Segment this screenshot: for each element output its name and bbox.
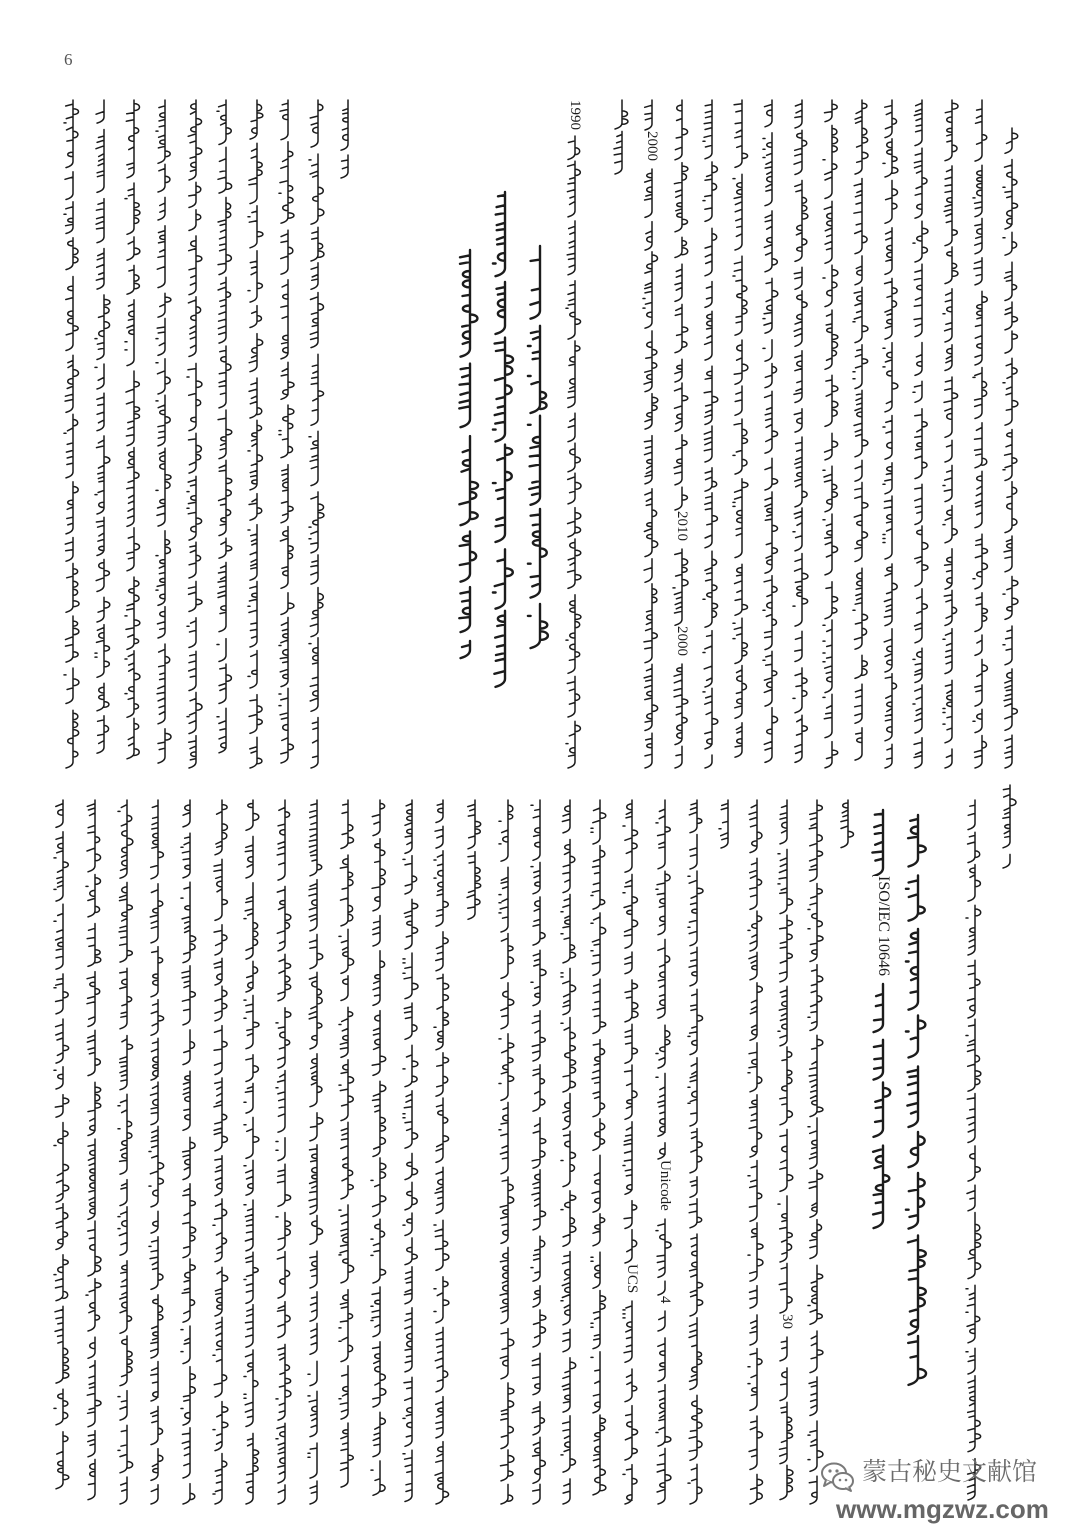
mongolian-text-column	[703, 100, 718, 768]
wechat-icon	[820, 1461, 856, 1493]
mongolian-text-column	[591, 800, 606, 1495]
year-2010: 2010	[674, 511, 690, 541]
term-unicode: Unicode	[657, 1160, 673, 1211]
year-1990: 1990	[567, 100, 583, 130]
mongolian-text-column	[531, 800, 546, 1504]
mongolian-text-column	[156, 100, 171, 763]
mongolian-text-column	[217, 100, 232, 753]
mongolian-text-column	[95, 100, 110, 753]
mongolian-text-column	[778, 800, 793, 1500]
mongolian-text-column	[248, 100, 263, 768]
mongolian-text-column	[149, 800, 164, 1504]
mongolian-text-column	[244, 800, 259, 1504]
mongolian-text-column	[309, 100, 324, 768]
mongolian-text-column	[403, 800, 418, 1502]
mongolian-text-column	[973, 100, 987, 768]
mongolian-text-column	[279, 100, 294, 763]
mongolian-text-column	[719, 800, 728, 848]
mongolian-text-column	[883, 100, 898, 768]
mongolian-text-column	[808, 800, 823, 1504]
mongolian-text-column	[339, 800, 354, 1487]
mongolian-heading-column	[528, 246, 548, 648]
mongolian-heading-column	[493, 192, 513, 687]
mongolian-text-column	[656, 800, 671, 1504]
mongolian-text-column	[943, 100, 958, 768]
mongolian-text-column	[1003, 128, 1018, 768]
mongolian-text-column	[841, 800, 854, 848]
mongolian-heading-column	[906, 815, 926, 1385]
mongolian-text-column	[54, 800, 69, 1489]
mongolian-text-column	[276, 800, 291, 1504]
mongolian-text-column	[187, 100, 202, 768]
mongolian-text-column	[566, 136, 581, 768]
mongolian-text-column	[748, 800, 763, 1504]
mongolian-text-column	[64, 100, 79, 768]
mongolian-text-column	[118, 800, 133, 1504]
number-30: 30	[779, 1314, 795, 1329]
mongolian-text-column	[673, 100, 688, 768]
mongolian-text-column	[467, 800, 481, 919]
mongolian-text-column	[434, 800, 449, 1504]
mongolian-text-column	[86, 800, 101, 1500]
watermark-name: 蒙古秘史文献馆	[862, 1457, 1038, 1486]
number-4: 4	[657, 1296, 673, 1304]
mongolian-text-column	[823, 100, 838, 768]
mongolian-text-column	[308, 800, 323, 1504]
mongolian-heading-column	[872, 810, 890, 1228]
mongolian-text-column	[181, 800, 196, 1504]
mongolian-text-column	[1003, 785, 1016, 868]
mongolian-text-column	[913, 100, 928, 768]
watermark-url: www.mgzwz.com	[836, 1494, 1049, 1524]
mongolian-text-column	[688, 800, 703, 1504]
year-2000: 2000	[644, 131, 660, 161]
upper-text-block	[64, 100, 1018, 768]
mongolian-text-column	[643, 100, 658, 768]
mongolian-text-column	[371, 800, 386, 1495]
term-ucs: UCS	[624, 1264, 640, 1294]
mongolian-text-column	[623, 800, 638, 1504]
mongolian-text-column	[853, 100, 868, 760]
page-number: 6	[64, 50, 73, 69]
mongolian-text-column	[733, 100, 748, 757]
heading-iso-standard: ISO/IEC 10646	[875, 876, 892, 976]
lower-text-block	[54, 785, 1016, 1504]
mongolian-text-column	[614, 100, 628, 174]
year-2000-second: 2000	[674, 626, 690, 656]
mongolian-text-column	[499, 800, 514, 1504]
mongolian-text-column	[793, 100, 808, 762]
mongolian-text-column	[763, 100, 778, 762]
mongolian-text-column	[213, 800, 228, 1504]
mongolian-heading-column	[459, 250, 478, 658]
mongolian-text-column	[966, 800, 981, 1500]
mongolian-text-column	[125, 100, 140, 759]
mongolian-text-column	[341, 100, 348, 178]
mongolian-text-column	[561, 800, 576, 1504]
